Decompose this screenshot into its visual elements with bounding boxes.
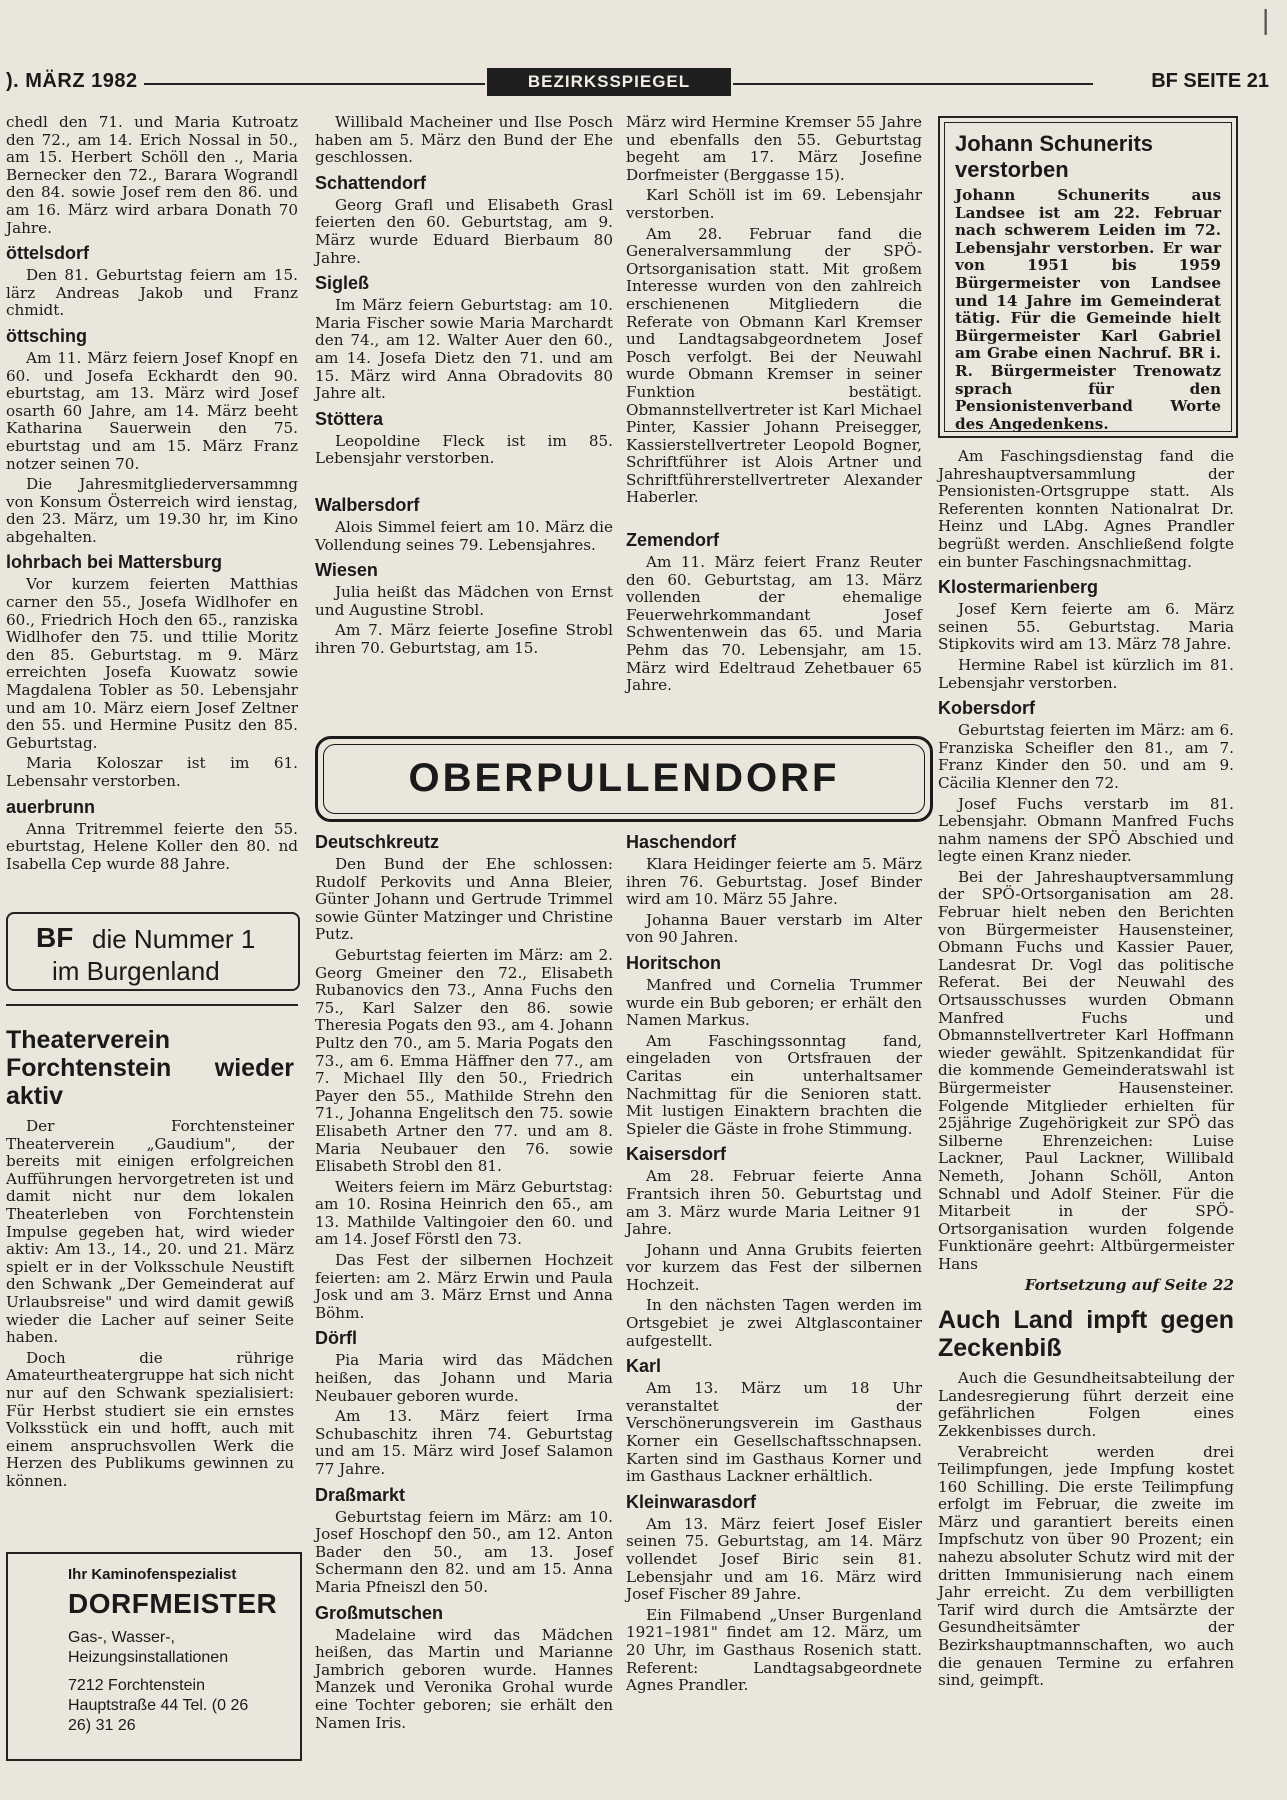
- article-text: Die Jahresmitgliederversammng von Konsum Österreich wird ienstag, den 23. März, um 19.30 hr, im Kino abgehalten.: [6, 475, 298, 546]
- ad-tagline: Ihr Kaminofenspezialist: [68, 1566, 237, 1583]
- fold-mark: |: [1262, 4, 1270, 35]
- article-text: Johann und Anna Grubits feierten vor kurzem das Fest der silbernen Hochzeit.: [626, 1240, 922, 1294]
- article-text: Pia Maria wird das Mädchen heißen, das Johann und Maria Neubauer geboren wurde.: [315, 1351, 613, 1405]
- section-title: BEZIRKSSPIEGEL: [487, 68, 731, 96]
- header-rule-left: [140, 83, 485, 85]
- article-text: Am 13. März feiert Josef Eisler seinen 75. Geburtstag, am 14. März vollendet Josef Biric sein 81. Lebensjahr und am 16. März wird Josef Fischer 89 Jahre.: [626, 1514, 922, 1604]
- article-heading: lohrbach bei Mattersburg: [6, 552, 223, 573]
- article-text: Am 11. März feiert Franz Reuter den 60. Geburtstag, am 13. März vollenden der ehemalige Feuerwehrkommandant Josef Schwentenwein das 65. und Maria Pehm das 70. Lebensjahr, am 15. März wird Edeltraud Zehetbauer 65 Jahre.: [626, 553, 922, 695]
- article-text: Am 7. März feierte Josefine Strobl ihren 70. Geburtstag, am 15.: [315, 621, 613, 657]
- article-text: Auch die Gesundheitsabteilung der Landesregierung führt derzeit eine gefährlichen Folgen eines Zekkenbisses durch.: [938, 1369, 1234, 1440]
- article-text: Am 28. Februar fand die Generalversammlung der SPÖ-Ortsorganisation statt. Mit großem Interesse wurden von den zahlreich erschienenen Mitgliedern die Referate von Obmann Karl Kremser und Landtagsabgeordnetem Josef Posch verfolgt. Bei der Neuwahl wurde Obmann Kremser in seiner Funktion bestätigt. Obmannstellvertreter ist Karl Michael Pinter, Kassier Johann Preisegger, Kassierstellvertreter Leopold Bogner, Schriftführer ist Alois Artner und Schriftführerstellvertreter Alexander Haberler.: [626, 224, 922, 507]
- article-text: Josef Fuchs verstarb im 81. Lebensjahr. Obmann Manfred Fuchs nahm namens der SPÖ Abschied und legte einen Kranz nieder.: [938, 794, 1234, 866]
- article-text: Am Faschingsdienstag fand die Jahreshauptversammlung der Pensionisten-Ortsgruppe statt. Als Referenten konnten Nationalrat Dr. Heinz und LAbg. Agnes Prandler begrüßt werden. Anschließend folgte ein bunter Faschingsnachmittag.: [938, 447, 1234, 571]
- article-text: Geburtstag feiern im März: am 10. Josef Hoschopf den 50., am 12. Anton Bader den 50., am 13. Josef Schermann den 82. und am 15. Anna Maria Pfneiszl den 50.: [315, 1507, 613, 1596]
- article-text: chedl den 71. und Maria Kutroatz den 72., am 14. Erich Nossal in 50., am 15. Herbert Schöll den ., Maria Bernecker den 72., Barara Wograndl den 84. sowie Josef rem den 86. und am 16. März wird arbara Donath 70 Jahre.: [6, 113, 298, 237]
- article-heading: Klostermarienberg: [938, 577, 1099, 598]
- article-heading: Kobersdorf: [938, 698, 1036, 719]
- article-text: Maria Koloszar ist im 61. Lebensahr verstorben.: [6, 754, 298, 790]
- article-text: Das Fest der silbernen Hochzeit feierten: am 2. März Erwin und Paula Josk und am 3. März Ernst und Anna Böhm.: [315, 1251, 613, 1322]
- section-rule: [6, 1004, 298, 1006]
- article-heading: Karl: [626, 1356, 662, 1377]
- article-text: Anna Tritremmel feierte den 55. eburtstag, Helene Koller den 80. nd Isabella Cep wurde 88 Jahre.: [6, 819, 298, 873]
- article-text: Weiters feiern im März Geburtstag: am 10. Rosina Heinrich den 65., am 13. Mathilde Valtingoier den 60. und am 14. Josef Förstl den 73.: [315, 1177, 613, 1249]
- ad-line: im Burgenland: [52, 956, 220, 986]
- theater-article: [6, 1026, 294, 1490]
- oberpullendorf-column-left: [315, 826, 613, 1732]
- obituary-box-inner: [944, 122, 1232, 432]
- article-text: Josef Kern feierte am 6. März seinen 55. Geburtstag. Maria Stipkovits wird am 13. März 78 Jahre.: [938, 600, 1234, 654]
- article-heading: Großmutschen: [315, 1602, 444, 1623]
- article-text: Hermine Rabel ist kürzlich im 81. Lebensjahr verstorben.: [938, 655, 1234, 692]
- article-text: Am 28. Februar feierte Anna Frantsich ihren 50. Geburtstag und am 3. März wurde Maria Leitner 91 Jahre.: [626, 1167, 922, 1239]
- page-header: [0, 68, 1287, 98]
- article-text: Im März feiern Geburtstag: am 10. Maria Fischer sowie Maria Marchardt den 74., am 12. Walter Auer den 60., am 14. Josefa Dietz den 71. und am 15. März wird Anna Obradovits 80 Jahre alt.: [315, 296, 613, 403]
- article-text: Klara Heidinger feierte am 5. März ihren 76. Geburtstag. Josef Binder wird am 10. März 55 Jahre.: [626, 855, 922, 909]
- article-text: Doch die rührige Amateurtheatergruppe hat sich nicht nur auf den Schwank spezialisiert: Für Herbst studiert sie ein ernstes Volksstück ein und hofft, auch mit einem anspruchsvollen Werk die Herzen des Publikums gewinnen zu können.: [6, 1348, 294, 1490]
- column-2: [315, 114, 613, 657]
- article-text: Willibald Macheiner und Ilse Posch haben am 5. März den Bund der Ehe geschlossen.: [315, 113, 613, 167]
- article-heading: Dörfl: [315, 1328, 357, 1349]
- article-heading: Deutschkreutz: [315, 832, 440, 852]
- article-text: Madelaine wird das Mädchen heißen, das Martin und Marianne Jambrich geboren wurde. Hannes Manzek und Veronika Grohal wurde eine Tochter geboren; sie erhält den Namen Iris.: [315, 1625, 613, 1732]
- ad-address: 7212 Forchtenstein Hauptstraße 44 Tel. (0 26 26) 31 26: [68, 1677, 249, 1734]
- district-banner: [315, 736, 933, 822]
- column-1: [6, 114, 298, 873]
- article-text: In den nächsten Tagen werden im Ortsgebiet je zwei Altglascontainer aufgestellt.: [626, 1296, 922, 1350]
- article-heading: Draßmarkt: [315, 1484, 406, 1505]
- article-text: Den 81. Geburtstag feiern am 15. lärz Andreas Jakob und Franz chmidt.: [6, 266, 298, 320]
- article-heading: Walbersdorf: [315, 494, 420, 515]
- ad-trade: Gas-, Wasser-, Heizungsinstallationen: [68, 1629, 229, 1666]
- dorfmeister-advertisement: [6, 1552, 302, 1761]
- article-text: Julia heißt das Mädchen von Ernst und Augustine Strobl.: [315, 583, 613, 619]
- article-title: Auch Land impft gegen Zeckenbiß: [938, 1306, 1234, 1363]
- article-heading: Haschendorf: [626, 832, 737, 852]
- article-text: Johanna Bauer verstarb im Alter von 90 Jahren.: [626, 910, 922, 947]
- article-text: Am 13. März feiert Irma Schubaschitz ihren 74. Geburtstag und am 15. März wird Josef Salamon 77 Jahre.: [315, 1407, 613, 1478]
- article-text: Der Forchtensteiner Theaterverein „Gaudium", der bereits mit einigen erfolgreichen Aufführungen hervorgetreten ist und damit nicht nur dem lokalen Theaterleben von Forchtenstein Impulse gegeben hat, wird wieder aktiv: Am 13., 14., 20. und 21. März spielt er in der Volksschule Neustift den Schwank „Der Gemeinderat auf Urlaubsreise" und wird damit gewiß wieder die Lacher auf seiner Seite haben.: [6, 1117, 294, 1347]
- bf-logo: BF: [36, 922, 74, 953]
- article-text: Bei der Jahreshauptversammlung der SPÖ-Ortsorganisation am 28. Februar hielt neben den Berichten von Bürgermeister Hausensteiner, Obmann Fuchs und Kassier Pauer, Landesrat Dr. Vogl das politische Referat. Bei der Neuwahl des Ortsausschusses wurden Obmann Manfred Fuchs und Obmannstellvertreter Karl Hoffmann wieder gewählt. Spitzenkandidat für die kommende Gemeinderatswahl ist Bürgermeister Hausensteiner. Folgende Mitglieder erhielten für 25jährige Zugehörigkeit zur SPÖ das Silberne Ehrenzeichen: Luise Lackner, Paul Lackner, Willibald Nemeth, Johann Schöll, Anton Schnabl und Adolf Steiner. Für die Mitarbeit in der SPÖ-Ortsorganisation wurden folgende Funktionäre geehrt: Altbürgermeister Hans: [938, 867, 1234, 1273]
- column-4: [938, 448, 1234, 1690]
- issue-date: ). MÄRZ 1982: [6, 70, 144, 93]
- page-number: BF SEITE 21: [1145, 70, 1269, 93]
- district-title: OBERPULLENDORF: [323, 744, 925, 814]
- obituary-title: Johann Schunerits verstorben: [955, 131, 1154, 182]
- article-heading: auerbrunn: [6, 796, 96, 817]
- article-title: Theaterverein Forchtenstein wieder aktiv: [6, 1026, 294, 1110]
- article-text: Alois Simmel feiert am 10. März die Vollendung seines 79. Lebensjahres.: [315, 517, 613, 554]
- ad-line: die Nummer 1: [92, 924, 256, 954]
- article-text: Georg Grafl und Elisabeth Grasl feierten den 60. Geburtstag, am 9. März wurde Eduard Bierbaum 80 Jahre.: [315, 195, 613, 267]
- article-heading: Kaisersdorf: [626, 1144, 727, 1165]
- article-heading: Wiesen: [315, 560, 378, 581]
- obituary-box: [938, 116, 1238, 438]
- article-heading: Sigleß: [315, 273, 370, 294]
- article-heading: Zemendorf: [626, 530, 720, 551]
- article-text: Am 11. März feiern Josef Knopf en 60. und Josefa Eckhardt den 90. eburtstag, am 13. März wird Josef osarth 60 Jahre, am 14. März beeht Katharina Sauerwein den 75. eburtstag und am 15. März Franz notzer seinen 70.: [6, 348, 298, 473]
- article-text: Am 13. März um 18 Uhr veranstaltet der Verschönerungsverein im Gasthaus Korner ein Gesellschaftsschnapsen. Karten sind im Gasthaus Korner und im Gasthaus Lackner erhältlich.: [626, 1379, 922, 1486]
- article-text: März wird Hermine Kremser 55 Jahre und ebenfalls den 55. Geburtstag begeht am 17. März Josefine Dorfmeister (Berggasse 15).: [626, 113, 922, 184]
- header-rule-right: [733, 83, 1093, 85]
- article-text: Verabreicht werden drei Teilimpfungen, jede Impfung kostet 160 Schilling. Die erste Teilimpfung erfolgt im Februar, die zweite im März und garantiert bereits einen Impfschutz von über 90 Prozent; ein nahezu absoluter Schutz wird mit der dritten Immunisierung nach einem Jahr erreicht. Zu dem verbilligten Tarif wird durch die Amtsärzte der Gesundheitsämter der Bezirkshauptmannschaften, wo auch die genauen Termine zu erfahren sind, geimpft.: [938, 1442, 1234, 1690]
- column-3: [626, 114, 922, 695]
- article-text: Vor kurzem feierten Matthias carner den 55., Josefa Widlhofer en 60., Friedrich Hoch den 65., ranziska Widlhofer den 75. und ttilie Moritz den 85. Geburtstag. m 9. März erreichten Josefa Kuowatz sowie Magdalena Tobler as 50. Lebensjahr und am 10. März eiern Josef Zeltner den 55. und Hermine Pusitz den 85. Geburtstag.: [6, 575, 298, 752]
- article-heading: öttsching: [6, 325, 87, 346]
- article-text: Geburtstag feierten im März: am 6. Franziska Scheifler den 81., am 7. Franz Kinder den 50. und am 9. Cäcilia Klenner den 72.: [938, 721, 1234, 792]
- article-heading: Stöttera: [315, 408, 384, 429]
- ad-company-name: DORFMEISTER: [68, 1588, 278, 1619]
- article-text: Leopoldine Fleck ist im 85. Lebensjahr verstorben.: [315, 431, 613, 468]
- article-text: Geburtstag feierten im März: am 2. Georg Gmeiner den 72., Elisabeth Rubanovics den 73., Anna Fuchs den 75., Karl Salzer den 86. sowie Theresia Pogats den 93., am 4. Johann Pultz den 70., am 5. Maria Pogats den 73., am 6. Emma Häffner den 77., am 7. Michael Illy den 50., Friedrich Payer den 55., Mathilde Strehn den 71., Johanna Engelitsch den 75. sowie Elisabeth Artner den 77. und am 8. Maria Neubauer den 76. sowie Elisabeth Strobl den 81.: [315, 945, 613, 1176]
- article-text: Am Faschingssonntag fand, eingeladen von Ortsfrauen der Caritas ein unterhaltsamer Nachmittag für die Senioren statt. Mit lustigen Einaktern brachten die Spieler die Gäste in frohe Stimmung.: [626, 1031, 922, 1138]
- obituary-text: Johann Schunerits aus Landsee ist am 22. Februar nach schwerem Leiden im 72. Lebensjahr verstorben. Er war von 1951 bis 1959 Bürgermeister von Landsee und 14 Jahre im Gemeinderat tätig. Für die Gemeinde hielt Bürgermeister Karl Gabriel am Grabe einen Nachruf. BR i. R. Bürgermeister Trenowatz sprach für den Pensionistenverband Worte des Angedenkens.: [955, 186, 1221, 433]
- continuation-note: Fortsetzung auf Seite 22: [1024, 1275, 1234, 1294]
- article-text: Den Bund der Ehe schlossen: Rudolf Perkovits und Anna Bleier, Günter Johann und Gertrude Trimmel sowie Günter Matzinger und Christine Putz.: [315, 855, 613, 944]
- article-heading: öttelsdorf: [6, 243, 89, 264]
- article-heading: Schattendorf: [315, 172, 427, 193]
- article-text: Manfred und Cornelia Trummer wurde ein Bub geboren; er erhält den Namen Markus.: [626, 975, 922, 1030]
- article-text: Ein Filmabend „Unser Burgenland 1921–1981" findet am 12. März, um 20 Uhr, im Gasthaus Rosenich statt. Referent: Landtagsabgeordnete Agnes Prandler.: [626, 1605, 922, 1695]
- article-heading: Kleinwarasdorf: [626, 1491, 757, 1512]
- bf-advertisement: [6, 912, 300, 991]
- article-heading: Horitschon: [626, 952, 722, 973]
- article-text: Karl Schöll ist im 69. Lebensjahr verstorben.: [626, 186, 922, 222]
- oberpullendorf-column-right: [626, 826, 922, 1695]
